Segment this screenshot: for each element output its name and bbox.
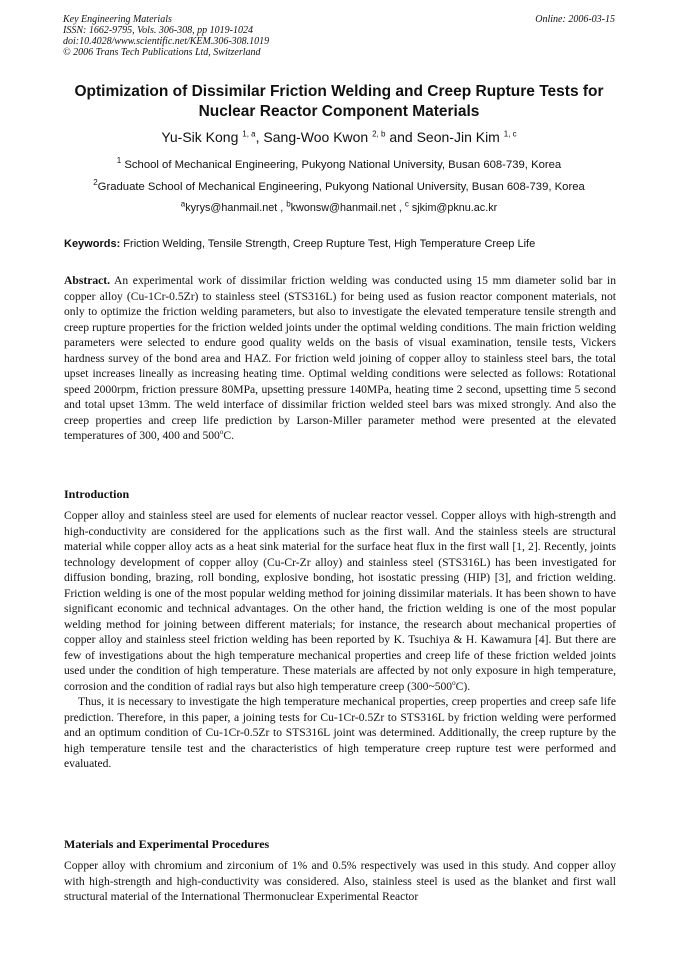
section-heading-introduction: Introduction [64,487,130,501]
abstract [64,273,616,444]
author-affiliation-mark: 1, a [242,129,256,139]
paragraph: Copper alloy with chromium and zirconium of 1% and 0.5% respectively was used in this study. And copper alloy with high-strength and high-conductivity was considered. Also, stainless steel is used as the blanket and first wall structural material of the International Thermonuclear Experimental Reactor [64,859,616,903]
journal-doi: doi:10.4028/www.scientific.net/KEM.306-308.1019 [63,36,270,47]
online-date: Online: 2006-03-15 [535,14,615,25]
degree-mark: o [219,428,224,437]
email-separator: , [277,202,287,214]
abstract-end: C. [223,429,234,442]
affiliation-text: School of Mechanical Engineering, Pukyong National University, Busan 608-739, Korea [121,159,562,171]
email-address[interactable]: kwonsw@hanmail.net [290,202,396,214]
email-address[interactable]: kyrys@hanmail.net [185,202,278,214]
paragraph-end: C). [455,679,471,693]
journal-issn: ISSN: 1662-9795, Vols. 306-308, pp 1019-1024 [63,25,253,36]
introduction-body [64,508,616,772]
affiliation-mark: 1 [116,156,122,166]
journal-copyright: © 2006 Trans Tech Publications Ltd, Switzerland [63,47,261,58]
abstract-label: Abstract. [64,274,111,287]
paragraph-text: Copper alloy and stainless steel are used for elements of nuclear reactor vessel. Copper alloys with high-strength and high-conductivity are considered for the applications such as the first wall. And the stainless steels are structural material while copper alloy acts as a heat sink material for the surface heat flux in the first wall [1, 2]. Recently, joints technology development of copper alloy (Cu-Cr-Zr alloy) and stainless steel (STS316L) has been investigated for diffusion bonding, brazing, roll bonding, explosive bonding, hot isostatic pressing (HIP) [3], and friction welding. Friction welding is one of the most popular welding method for joining dissimilar materials. It has been shown to have significant economic and technical advantages. On the other hand, the friction welding is one of the most popular welding method for joining between different materials; for instance, the research about mechanical properties of copper alloy and stainless steel friction welding has been reported by K. Tsuchiya & H. Kawamura [4]. But there are few of investigations about the high temperature mechanical properties and creep life of these friction welded joints used under the condition of high temperature. These materials are affected by not only exposure in high temperature, corrosion and the condition of radial rays but also high temperature creep (300~500 [64,509,616,693]
author-name: Yu-Sik Kong [161,129,239,145]
paper-title [50,82,628,122]
keywords [64,237,624,251]
author-list [40,128,638,146]
email-mark: a [180,199,186,209]
author-separator: , [255,129,264,145]
keywords-text: Friction Welding, Tensile Strength, Creep Rupture Test, High Temperature Creep Life [120,238,536,250]
section-heading-materials: Materials and Experimental Procedures [64,837,270,851]
author-separator: and [385,129,417,145]
abstract-text: An experimental work of dissimilar friction welding was conducted using 15 mm diameter solid bar in copper alloy (Cu-1Cr-0.5Zr) to stainless steel (STS316L) for being used as fusion reactor component materials, not only to optimize the friction welding parameters, but also to investigate the elevated temperature tensile strength and creep rupture properties for the friction welded joints under the optimal welding conditions. The main friction welding parameters were selected to endure good quality welds on the basis of visual examination, tensile tests, Vickers hardness survey of the bond area and HAZ. For friction weld joining of copper alloy to stainless steel bars, the total upset increases lineally as increasing heating time. Optimal welding conditions were selected as follows: Rotational speed 2000rpm, friction pressure 80MPa, upsetting pressure 140MPa, heating time 2 second, upsetting time 5 second and total upset 13mm. The weld interface of dissimilar friction welded steel bars was mixed strongly. And also the creep properties and creep life prediction by Larson-Miller parameter method were presented at the elevated temperatures of 300, 400 and 500 [64,274,616,442]
paragraph [64,508,616,694]
email-mark: b [286,199,291,209]
keywords-label: Keywords: [64,238,121,250]
email-separator: , [395,202,405,214]
journal-name: Key Engineering Materials [63,14,172,25]
journal-header [63,14,615,58]
paragraph: Thus, it is necessary to investigate the high temperature mechanical properties, creep properties and creep safe life prediction. Therefore, in this paper, a joining tests for Cu-1Cr-0.5Zr to STS316L by friction welding were performed and an optimum condition of Cu-1Cr-0.5Zr to STS316L joint was determined. Additionally, the creep rupture by the high temperature tensile test and the characteristics of high temperature creep rupture test were performed and evaluated. [64,695,616,770]
affiliation-1 [40,158,638,172]
paper-title-line2: Nuclear Reactor Component Materials [198,103,480,120]
author-name: Seon-Jin Kim [416,129,500,145]
email-address[interactable]: sjkim@pknu.ac.kr [408,202,498,214]
materials-body [64,858,616,905]
author-emails [40,201,638,215]
email-mark: c [404,199,409,209]
author-name: Sang-Woo Kwon [263,129,369,145]
paper-title-line1: Optimization of Dissimilar Friction Welding and Creep Rupture Tests for [74,83,604,100]
affiliation-mark: 2 [93,178,98,188]
author-affiliation-mark: 1, c [503,129,517,139]
affiliation-text: Graduate School of Mechanical Engineering, Pukyong National University, Busan 608-739, Korea [97,181,585,193]
degree-mark: o [452,678,456,687]
affiliation-2 [40,180,638,194]
author-affiliation-mark: 2, b [372,129,386,139]
